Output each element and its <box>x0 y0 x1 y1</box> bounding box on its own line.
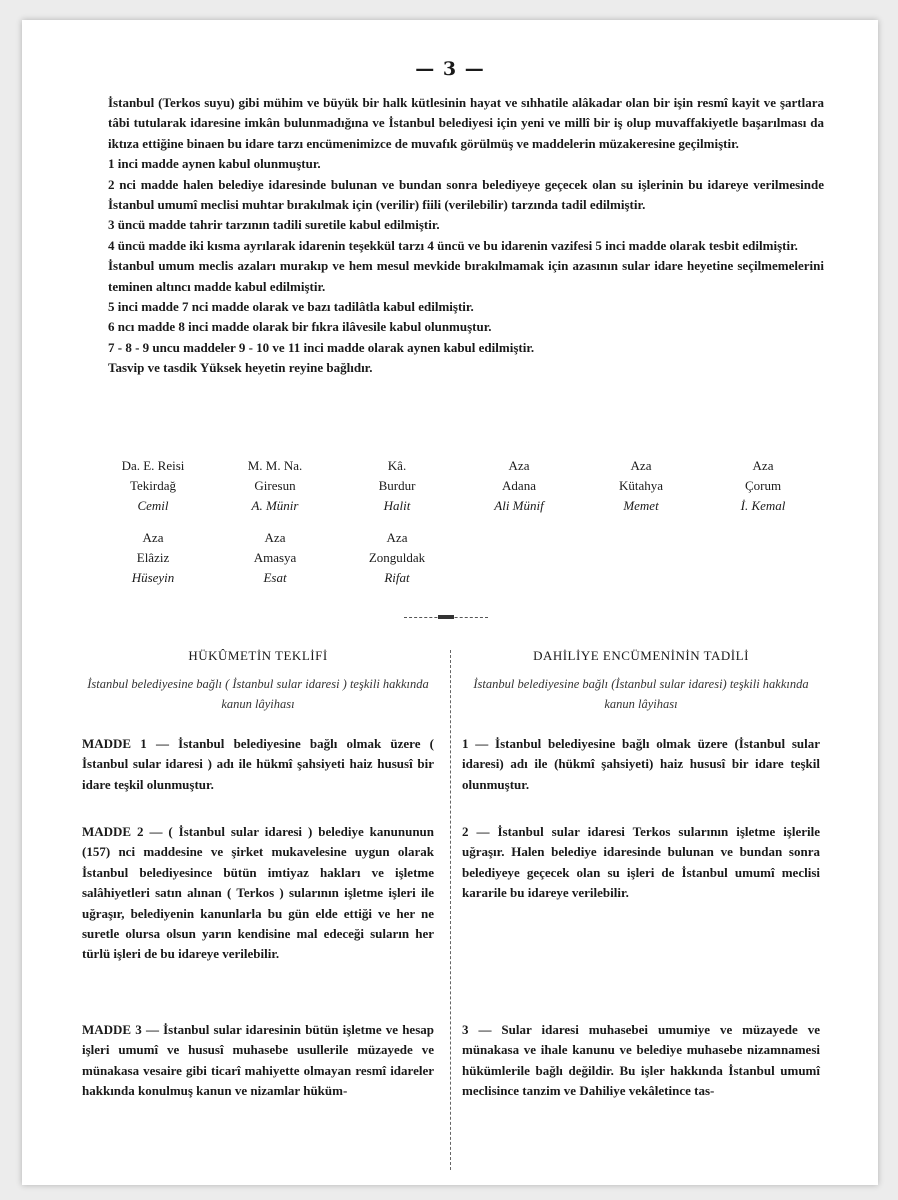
signature-block <box>92 456 828 600</box>
signature-place: Adana <box>502 478 536 493</box>
signature-name: İ. Kemal <box>740 498 786 513</box>
signature <box>580 456 702 516</box>
signature <box>458 456 580 516</box>
signature-place: Burdur <box>378 478 416 493</box>
article <box>82 734 434 795</box>
signature <box>92 456 214 516</box>
column-heading: HÜKÛMETİN TEKLİFİ <box>188 648 328 663</box>
signature-name: Rifat <box>384 570 410 585</box>
column-separator <box>450 650 451 1170</box>
article-text: İstanbul belediyesine bağlı olmak üzere (İstanbul sular idaresi) adı ile (hükmî şahsiyeti) haiz hususî bir idare teşkil olunmuştur. <box>462 736 820 792</box>
intro-paragraph: 4 üncü madde iki kısma ayrılarak idarenin teşekkül tarzı 4 üncü ve bu idarenin vazifesi 5 inci madde olarak tesbit edilmiştir. <box>108 237 798 253</box>
signature <box>336 528 458 588</box>
signature-name: Halit <box>383 498 411 513</box>
signature <box>702 456 824 516</box>
signature-place: Giresun <box>254 478 296 493</box>
article <box>462 1020 820 1102</box>
intro-paragraph: 3 üncü madde tahrir tarzının tadili suretile kabul edilmiştir. <box>108 217 440 233</box>
article-text: Sular idaresi muhasebei umumiye ve müzayede ve münakasa ve ihale kanunu ve belediye muhasebe nizamnamesi hükümlerile bağlı değildir. Bu işler hakkında İstanbul umumî meclisince tanzim ve Dahiliye vekâletince tas- <box>462 1022 821 1099</box>
signature <box>214 456 336 516</box>
document-page <box>22 20 878 1185</box>
article-text: İstanbul sular idaresinin bütün işletme ve hesap işleri umumî ve hususî muhasebe usullerile müzayede ve münakasa vesaire gibi ticarî mahiyette olmayan resmî idareler hakkında konulmuş kanun ve nizamlar hüküm- <box>82 1022 434 1099</box>
signature-title: Aza <box>630 458 652 473</box>
signature-name: Hüseyin <box>131 570 175 585</box>
signature-name: A. Münir <box>251 498 299 513</box>
signature-place: Elâziz <box>136 550 170 565</box>
signature-title: Aza <box>142 530 164 545</box>
column-subtitle: İstanbul belediyesine bağlı ( İstanbul sular idaresi ) teşkili hakkında kanun lâyihası <box>87 677 429 711</box>
signature-title: Aza <box>264 530 286 545</box>
signature-title: Aza <box>752 458 774 473</box>
signature <box>92 528 214 588</box>
signature <box>336 456 458 516</box>
intro-paragraph: 5 inci madde 7 nci madde olarak ve bazı tadilâtla kabul edilmiştir. <box>108 299 474 315</box>
signature-title: Da. E. Reisi <box>121 458 185 473</box>
article-text: İstanbul belediyesine bağlı olmak üzere ( İstanbul sular idaresi ) adı ile hükmî şahsiyeti haiz hususî bir idare teşkil olunmuştur. <box>82 736 434 792</box>
article-lead: MADDE 3 — <box>82 1022 159 1037</box>
divider-mark <box>438 615 454 619</box>
signature-name: Ali Münif <box>494 498 544 513</box>
signature-title: M. M. Na. <box>247 458 303 473</box>
article <box>82 822 434 965</box>
article-lead: MADDE 1 — <box>82 736 169 751</box>
signature-title: Aza <box>508 458 530 473</box>
signature-place: Çorum <box>744 478 782 493</box>
article-lead: 1 — <box>462 736 489 751</box>
article-text: ( İstanbul sular idaresi ) belediye kanununun (157) nci maddesine ve şirket mukavelesine uygun olarak İstanbul belediyesince bütün imtiyaz hakları ve işletme salâhiyetleri satın alınan ( Terkos ) sularının işletme işleri ile uğraşır, belediyenin kanunlarla bu gün elde ettiği ve her ne suretle olursa olsun yarın kendisine mal edeceği suların her türlü işleri de bu idareye verilebilir. <box>82 824 435 962</box>
committee-amendment-column <box>462 648 821 1099</box>
signature-place: Amasya <box>253 550 297 565</box>
article <box>82 1020 434 1102</box>
signature-name: Esat <box>263 570 287 585</box>
signature-row <box>92 456 828 516</box>
intro-paragraph: İstanbul (Terkos suyu) gibi mühim ve büyük bir halk kütlesinin hayat ve sıhhatile alâkadar olan bir işin resmî kayit ve şartlara tâbi tutularak idaresine imkân bulunmadığına ve İstanbul belediyesi için yeni ve millî bir iş olup muvaffakiyetle başarılması da iktıza ettiğine binaen bu idare tarzı encümenimizce de muvafık görülmüş ve maddelerin müzakeresine geçilmiştir. <box>108 95 824 151</box>
signature-title: Kâ. <box>387 458 407 473</box>
signature-title: Aza <box>386 530 408 545</box>
column-subtitle: İstanbul belediyesine bağlı (İstanbul sular idaresi) teşkili hakkında kanun lâyihası <box>473 677 809 711</box>
signature-place: Zonguldak <box>368 550 426 565</box>
article-lead: 3 — <box>462 1022 492 1037</box>
signature-place: Tekirdağ <box>129 478 176 493</box>
intro-paragraph: 2 nci madde halen belediye idaresinde bulunan ve bundan sonra belediyeye geçecek olan su işlerinin bu idareye verilmesinde İstanbul umumî meclisi muhtar bırakılmak için (verilir) fiili (verilebilir) tarzında tadil edilmiştir. <box>108 176 824 213</box>
signature-name: Cemil <box>137 498 169 513</box>
article <box>462 734 820 795</box>
column-heading: DAHİLİYE ENCÜMENİNİN TADİLİ <box>533 648 749 663</box>
intro-paragraph: Tasvip ve tasdik Yüksek heyetin reyine bağlıdır. <box>108 360 373 376</box>
signature <box>214 528 336 588</box>
intro-paragraph: 6 ncı madde 8 inci madde olarak bir fıkra ilâvesile kabul olunmuştur. <box>108 319 492 335</box>
article <box>462 822 820 904</box>
intro-paragraph: 7 - 8 - 9 uncu maddeler 9 - 10 ve 11 inci madde olarak aynen kabul edilmiştir. <box>108 339 535 355</box>
intro-paragraph: İstanbul umum meclis azaları murakıp ve hem mesul mevkide bırakılmamak için azasının sular idare heyetine seçilmemelerini teminen altıncı madde kabul edilmiştir. <box>108 258 824 294</box>
signature-row <box>92 528 828 588</box>
page-number: — 3 — <box>415 58 485 80</box>
article-text: İstanbul sular idaresi Terkos sularının işletme işlerile uğraşır. Halen belediye idaresinde bulunan ve bundan sonra belediyeye geçecek olan su işleri de İstanbul umumî meclisi kararile bu idareye verilebilir. <box>462 824 821 901</box>
article-lead: 2 — <box>462 824 490 839</box>
government-proposal-column <box>82 648 435 1099</box>
intro-paragraph: 1 inci madde aynen kabul olunmuştur. <box>108 156 321 172</box>
intro-text <box>108 93 824 379</box>
signature-place: Kütahya <box>618 478 664 493</box>
article-lead: MADDE 2 — <box>82 824 163 839</box>
signature-name: Memet <box>623 498 659 513</box>
